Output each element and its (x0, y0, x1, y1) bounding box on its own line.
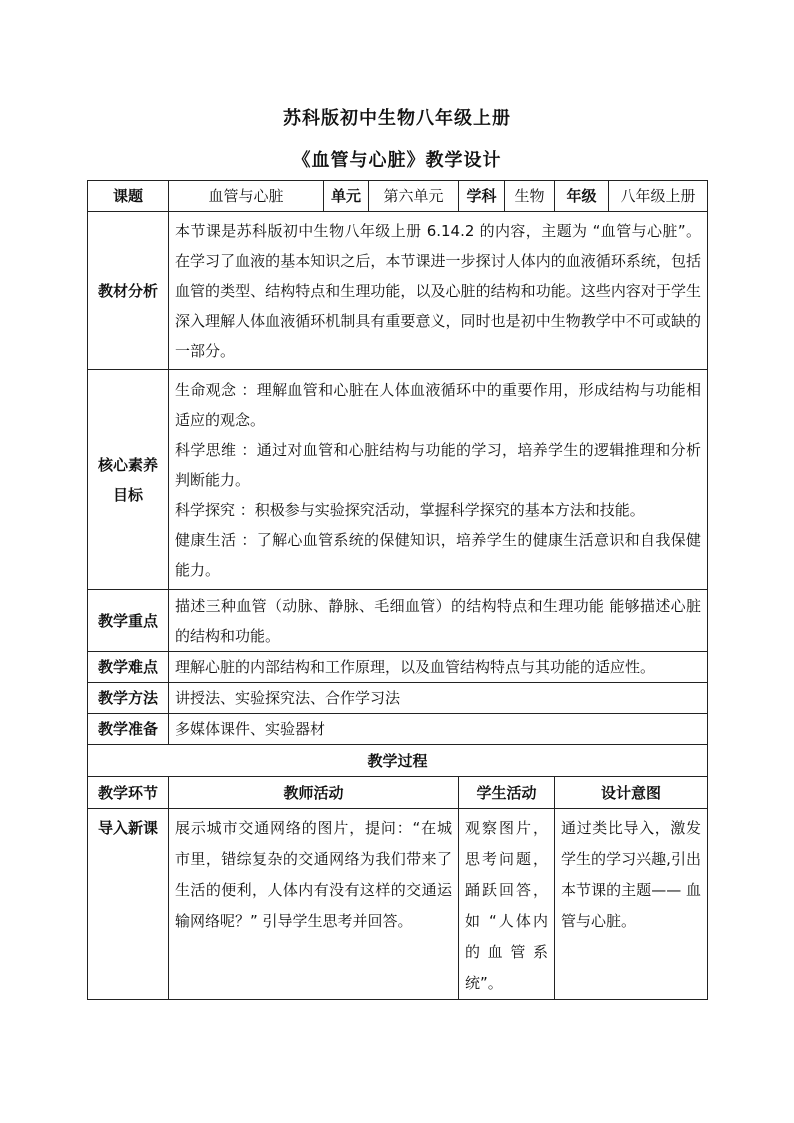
document-title: 苏科版初中生物八年级上册 (283, 108, 511, 129)
methods-label: 教学方法 (88, 683, 169, 714)
core-label-line-2: 目标 (112, 485, 143, 504)
key-points-row (88, 590, 708, 652)
process-intent: 通过类比导入，激发学生的学习兴趣,引出本节课的主题—— 血管与心脏。 (555, 809, 708, 1000)
process-heading: 教学过程 (88, 745, 708, 777)
prep-text: 多媒体课件、实验器材 (169, 714, 708, 745)
core-item-life: 生命观念 ：理解血管和心脏在人体血液循环中的重要作用，形成结构与功能相适应的观念。 (175, 380, 701, 429)
header-stage: 教学环节 (88, 777, 169, 809)
process-stage: 导入新课 (88, 809, 169, 1000)
process-header-row (88, 777, 708, 809)
core-label-line-1: 核心素养 (97, 455, 158, 474)
lesson-label: 课题 (88, 181, 169, 212)
header-intent: 设计意图 (555, 777, 708, 809)
analysis-label: 教材分析 (88, 212, 169, 370)
unit-value: 第六单元 (369, 181, 459, 212)
header-teacher: 教师活动 (169, 777, 459, 809)
core-label (88, 370, 169, 590)
difficulties-text: 理解心脏的内部结构和工作原理，以及血管结构特点与其功能的适应性。 (169, 652, 708, 683)
grade-label: 年级 (555, 181, 609, 212)
core-row (88, 370, 708, 590)
header-student: 学生活动 (459, 777, 555, 809)
key-points-label: 教学重点 (88, 590, 169, 652)
core-item-inquiry: 科学探究 ：积极参与实验探究活动，掌握科学探究的基本方法和技能。 (175, 500, 645, 519)
document-subtitle: 《血管与心脏》教学设计 (292, 150, 502, 171)
difficulties-row (88, 652, 708, 683)
subject-label: 学科 (459, 181, 505, 212)
analysis-row (88, 212, 708, 370)
process-student: 观察图片，思考问题，踊跃回答，如 “人体内的血管系统”。 (459, 809, 555, 1000)
methods-row (88, 683, 708, 714)
core-item-thinking: 科学思维 ：通过对血管和心脏结构与功能的学习，培养学生的逻辑推理和分析判断能力。 (175, 440, 701, 489)
unit-label: 单元 (324, 181, 369, 212)
analysis-text: 本节课是苏科版初中生物八年级上册 6.14.2 的内容，主题为 “血管与心脏”。在学习了血液的基本知识之后，本节课进一步探讨人体内的血液循环系统，包括血管的类型、结构特点和生理功能，以及心脏的结构和功能。这些内容对于学生深入理解人体血液循环机制具有重要意义，同时也是初中生物教学中不可或缺的一部分。 (169, 212, 708, 370)
key-points-text: 描述三种血管（动脉、静脉、毛细血管）的结构特点和生理功能 能够描述心脏的结构和功能。 (169, 590, 708, 652)
core-item-health: 健康生活 ：了解心血管系统的保健知识，培养学生的健康生活意识和自我保健能力。 (175, 530, 701, 579)
subject-value: 生物 (505, 181, 555, 212)
difficulties-label: 教学难点 (88, 652, 169, 683)
process-row (88, 809, 708, 1000)
info-row (88, 181, 708, 212)
grade-value: 八年级上册 (609, 181, 708, 212)
methods-text: 讲授法、实验探究法、合作学习法 (169, 683, 708, 714)
core-items (169, 370, 708, 590)
process-heading-row (88, 745, 708, 777)
prep-label: 教学准备 (88, 714, 169, 745)
lesson-plan-table (87, 180, 708, 1000)
prep-row (88, 714, 708, 745)
process-teacher: 展示城市交通网络的图片，提问：“在城市里，错综复杂的交通网络为我们带来了生活的便利，人体内有没有这样的交通运输网络呢？” 引导学生思考并回答。 (169, 809, 459, 1000)
lesson-value: 血管与心脏 (169, 181, 324, 212)
